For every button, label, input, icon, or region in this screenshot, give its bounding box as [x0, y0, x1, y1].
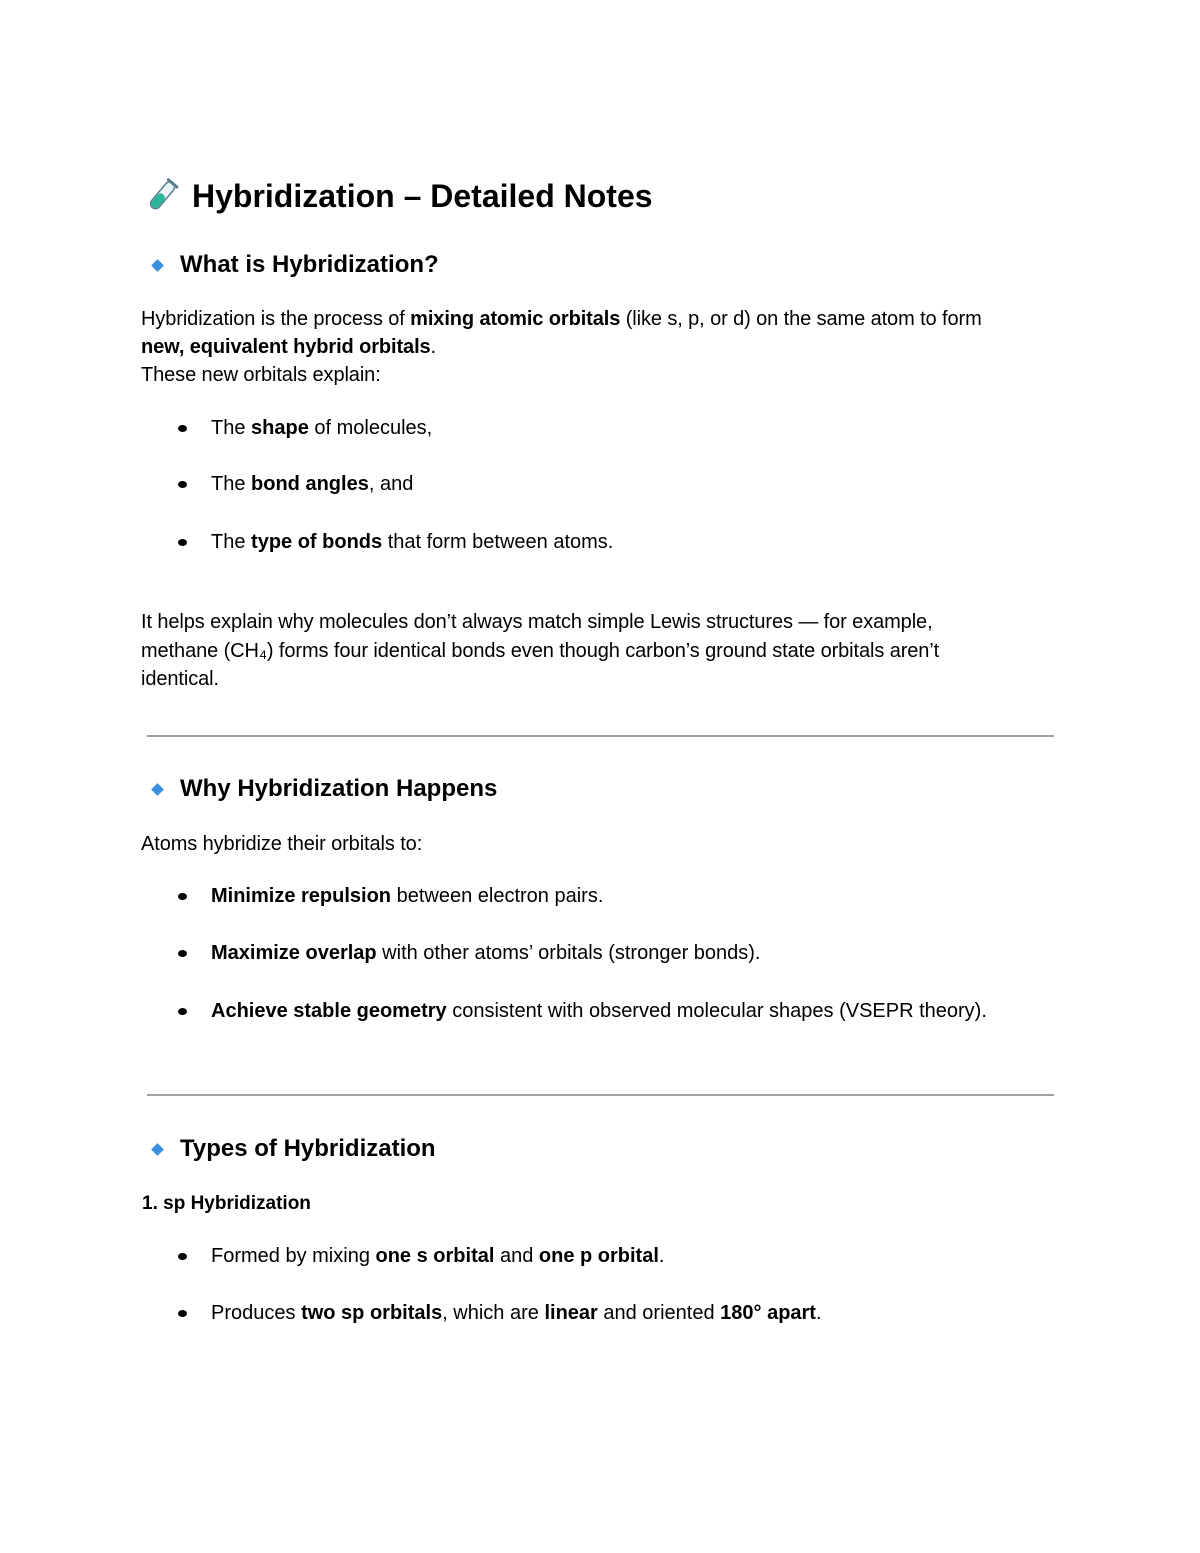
- blue-diamond-icon: [151, 783, 164, 796]
- bullet-icon: [178, 1310, 187, 1317]
- list-item: Maximize overlap with other atoms’ orbitals (stronger bonds).: [178, 939, 761, 967]
- list-item: The type of bonds that form between atoms.: [178, 528, 613, 556]
- intro-line-3: These new orbitals explain:: [141, 364, 381, 386]
- list-item: Achieve stable geometry consistent with observed molecular shapes (VSEPR theory).: [178, 997, 987, 1025]
- intro-line-1: Hybridization is the process of mixing atomic orbitals (like s, p, or d) on the same atom to form: [141, 308, 982, 330]
- section-heading-text: Why Hybridization Happens: [180, 775, 498, 802]
- list-item: Minimize repulsion between electron pairs.: [178, 882, 603, 910]
- blue-diamond-icon: [151, 259, 164, 272]
- page-title-text: Hybridization – Detailed Notes: [192, 178, 653, 214]
- bullet-icon: [178, 950, 187, 957]
- bullet-icon: [178, 893, 187, 900]
- list-item: Formed by mixing one s orbital and one p orbital.: [178, 1242, 664, 1270]
- section2-intro: Atoms hybridize their orbitals to:: [141, 833, 423, 855]
- closing-line-1: It helps explain why molecules don’t always match simple Lewis structures — for example,: [141, 611, 933, 633]
- closing-line-3: identical.: [141, 668, 219, 690]
- list-item: Produces two sp orbitals, which are linear and oriented 180° apart.: [178, 1299, 822, 1327]
- section-heading-types: [150, 1133, 436, 1165]
- blue-diamond-icon: [151, 1143, 164, 1156]
- test-tube-icon: [142, 176, 182, 216]
- bullet-icon: [178, 539, 187, 546]
- list-item: The bond angles, and: [178, 470, 413, 498]
- section-heading-why: [150, 773, 497, 805]
- bullet-icon: [178, 481, 187, 488]
- bullet-icon: [178, 1008, 187, 1015]
- intro-line-2: new, equivalent hybrid orbitals.: [141, 336, 437, 358]
- closing-line-2: methane (CH₄) forms four identical bonds even though carbon’s ground state orbitals aren’t: [141, 640, 940, 662]
- list-item: The shape of molecules,: [178, 414, 432, 442]
- horizontal-divider: [147, 1094, 1054, 1096]
- bullet-icon: [178, 1253, 187, 1260]
- page-title: [142, 176, 653, 216]
- bullet-icon: [178, 425, 187, 432]
- section-heading-text: Types of Hybridization: [180, 1135, 436, 1162]
- horizontal-divider: [147, 735, 1054, 737]
- section-heading-what-is: [150, 249, 439, 281]
- subheading-sp: 1. sp Hybridization: [142, 1193, 311, 1214]
- section-heading-text: What is Hybridization?: [180, 251, 439, 278]
